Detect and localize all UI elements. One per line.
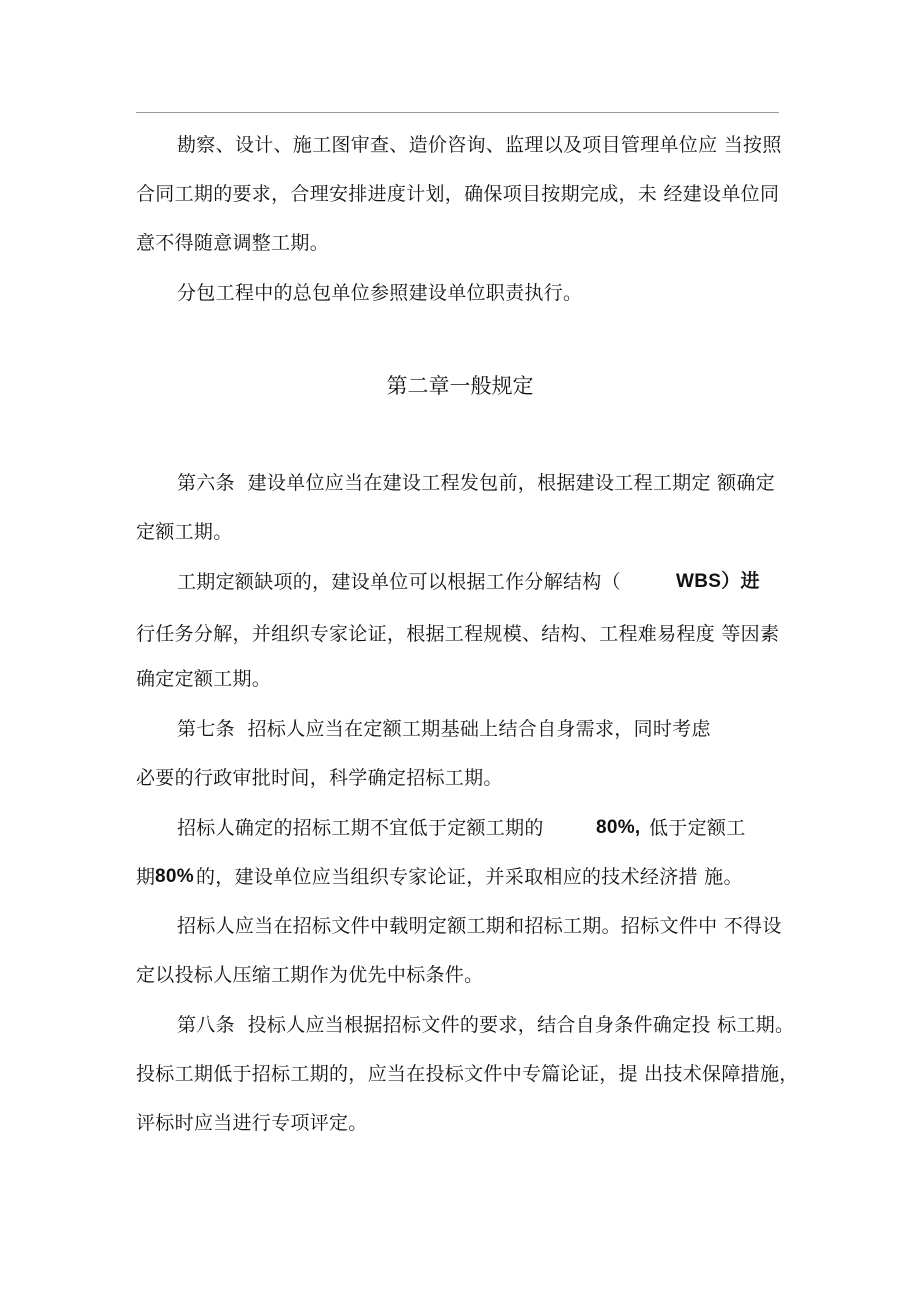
article-line-prefix: 期 <box>136 866 156 888</box>
article-line: 低于定额工 <box>649 817 746 839</box>
article-line: 评标时应当进行专项评定。 <box>136 1112 368 1134</box>
article-line: 定额工期。 <box>136 521 233 543</box>
article-line-percent: 80% <box>155 866 194 887</box>
article-line: 第七条 招标人应当在定额工期基础上结合自身需求，同时考虑 <box>177 718 711 740</box>
article-line-wbs: WBS）进 <box>676 571 760 592</box>
article-line: 必要的行政审批时间，科学确定招标工期。 <box>136 767 503 789</box>
article-line: 的，建设单位应当组织专家论证，并采取相应的技术经济措 施。 <box>196 866 743 888</box>
article-line: 第六条 建设单位应当在建设工程发包前，根据建设工程工期定 额确定 <box>177 472 776 494</box>
article-line: 定以投标人压缩工期作为优先中标条件。 <box>136 964 484 986</box>
article-line: 确定定额工期。 <box>136 668 272 690</box>
paragraph-line: 意不得随意调整工期。 <box>136 232 330 254</box>
article-line: 投标工期低于招标工期的，应当在投标文件中专篇论证，提 出技术保障措施， <box>136 1063 799 1085</box>
article-line: 工期定额缺项的，建设单位可以根据工作分解结构（ <box>177 571 621 593</box>
article-line: 行任务分解，并组织专家论证，根据工程规模、结构、工程难易程度 等因素 <box>136 623 780 645</box>
article-line: 招标人确定的招标工期不宜低于定额工期的 <box>177 817 544 839</box>
paragraph-line: 分包工程中的总包单位参照建设单位职责执行。 <box>177 282 583 304</box>
article-line: 招标人应当在招标文件中载明定额工期和招标工期。招标文件中 不得设 <box>177 915 782 937</box>
paragraph-line: 合同工期的要求，合理安排进度计划，确保项目按期完成，未 经建设单位同 <box>136 183 780 205</box>
article-line: 第八条 投标人应当根据招标文件的要求，结合自身条件确定投 标工期。 <box>177 1014 795 1036</box>
paragraph-line: 勘察、设计、施工图审查、造价咨询、监理以及项目管理单位应 当按照 <box>177 134 782 156</box>
chapter-title: 第二章一般规定 <box>386 374 534 398</box>
article-line-percent: 80%, <box>596 817 641 838</box>
header-rule <box>136 112 779 113</box>
